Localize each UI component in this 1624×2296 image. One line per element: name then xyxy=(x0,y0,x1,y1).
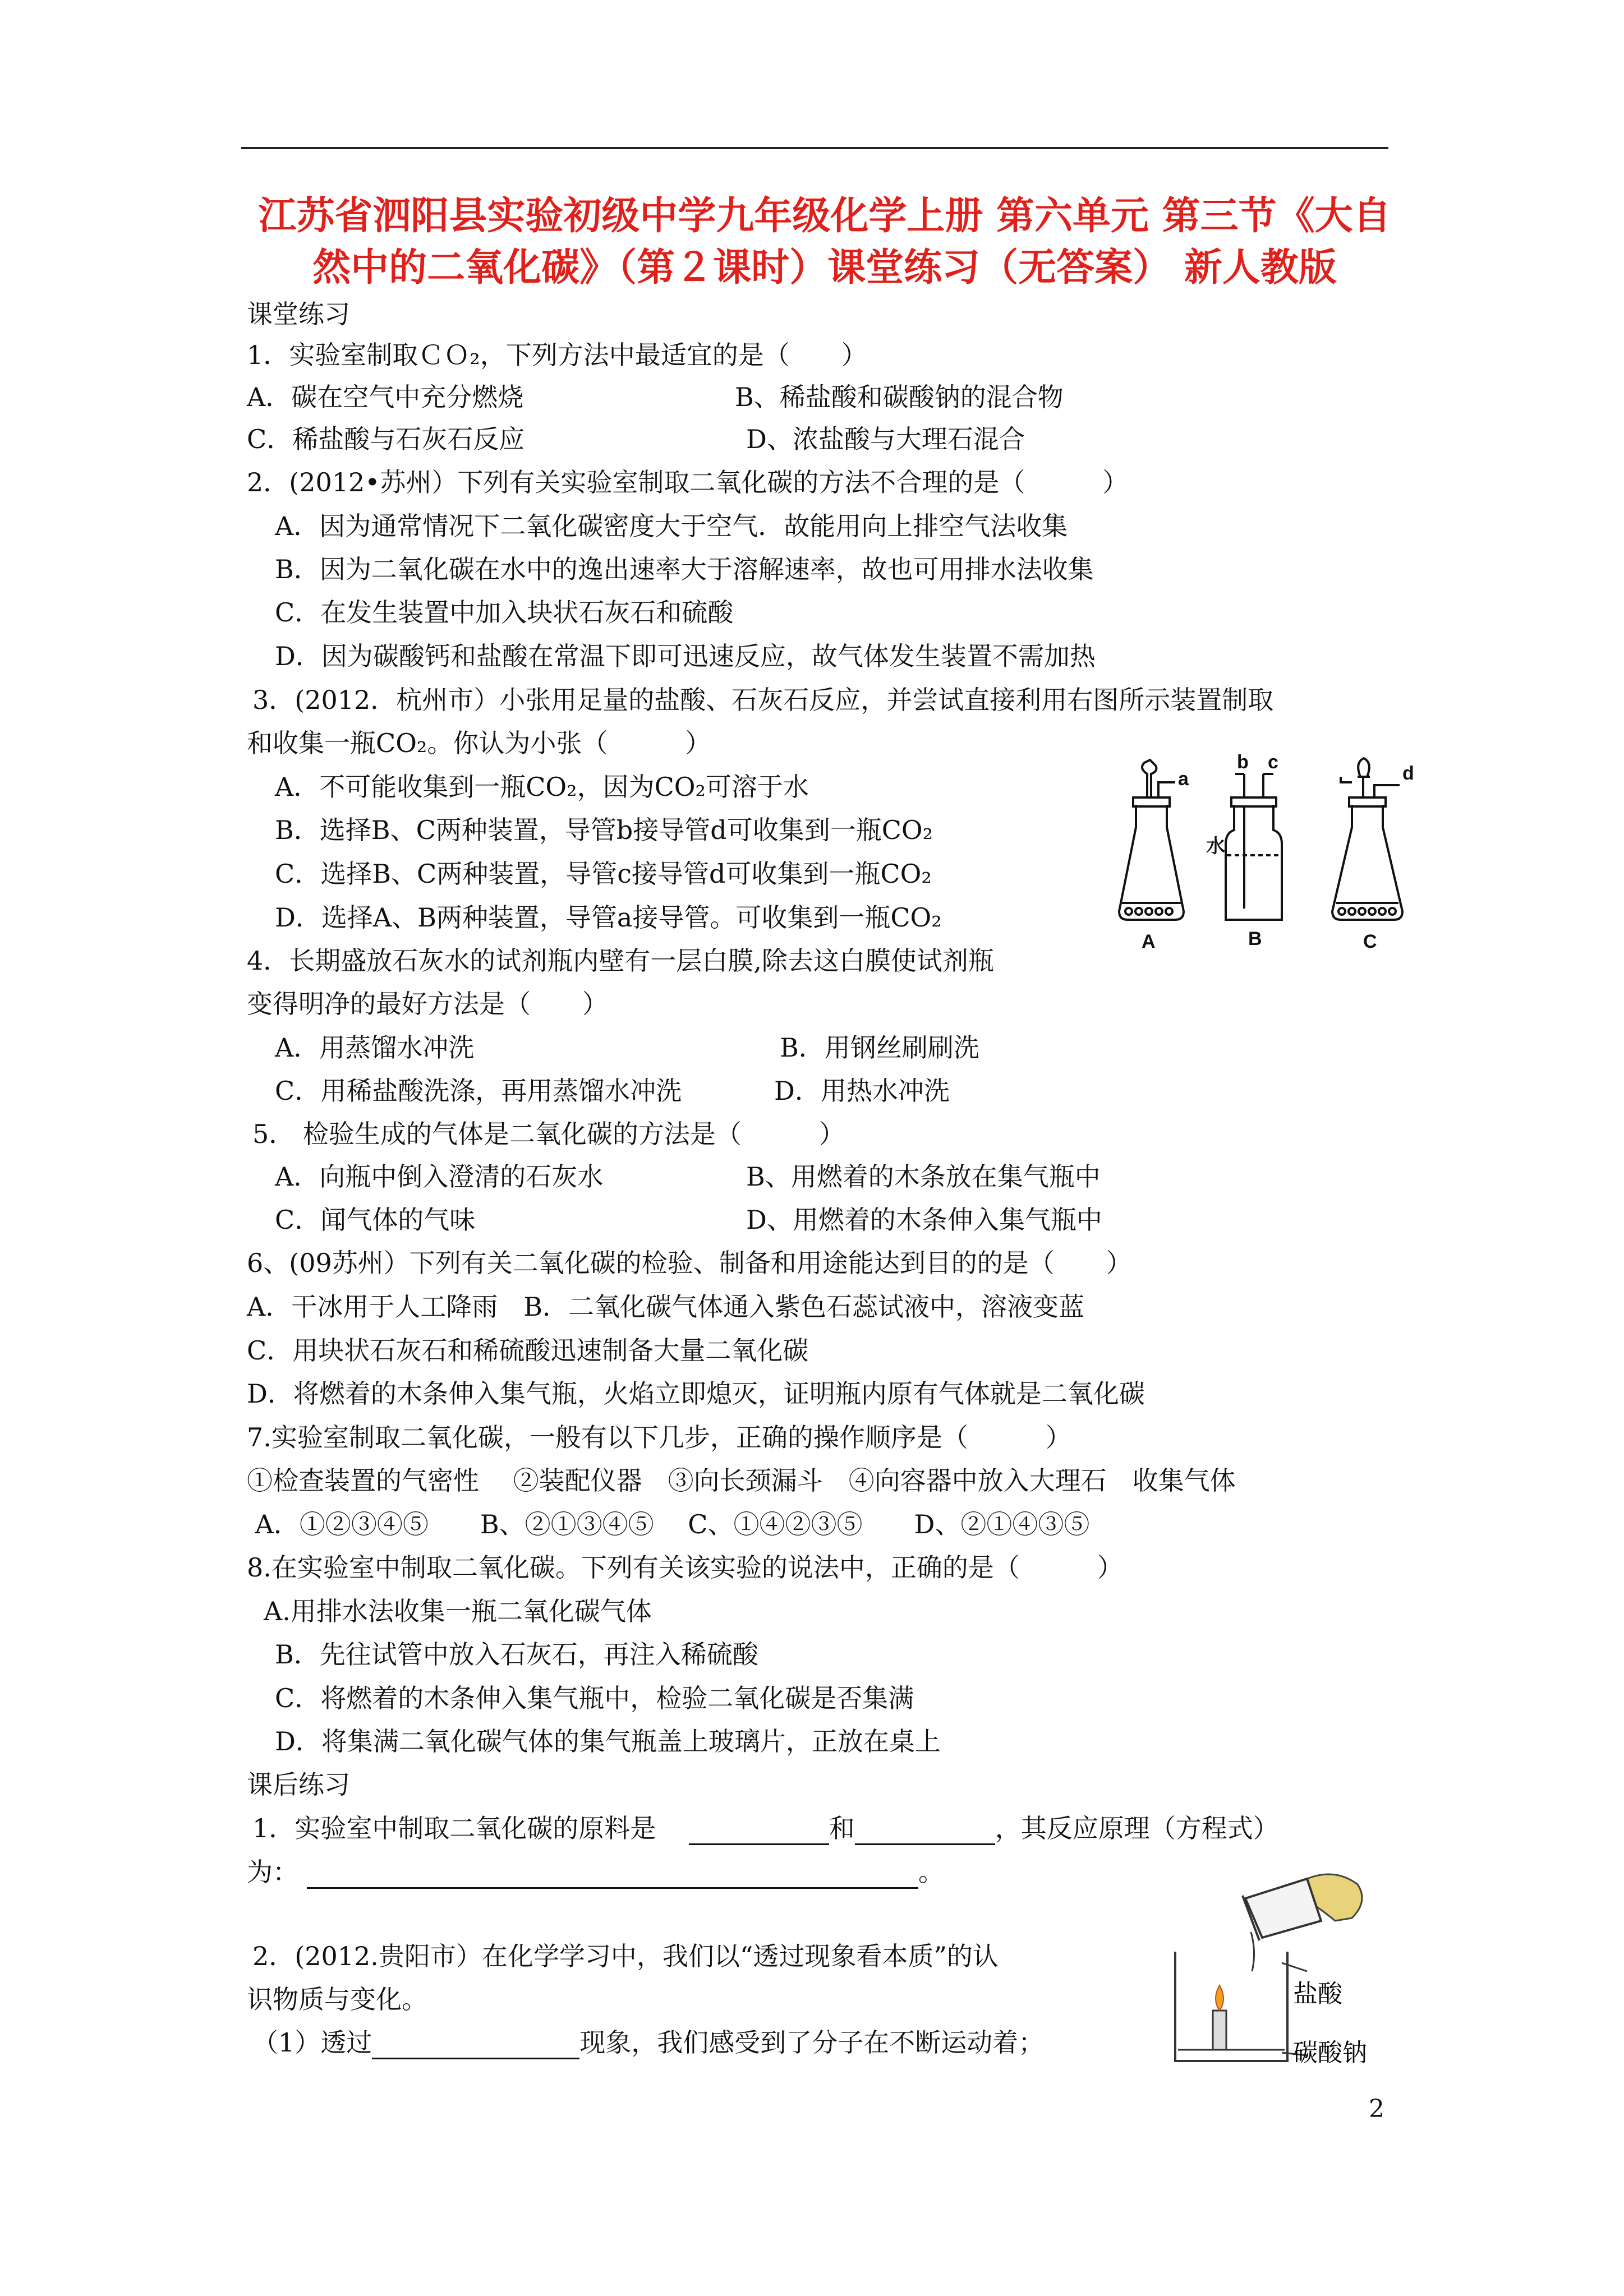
q5-option-d: D、用燃着的木条伸入集气瓶中 xyxy=(746,1205,1102,1235)
q5-option-b: B、用燃着的木条放在集气瓶中 xyxy=(746,1161,1101,1192)
homework-question-2-line-1: 2．(2012.贵阳市）在化学学习中，我们以“透过现象看本质”的认 xyxy=(252,1941,999,1971)
q7-options: A．①②③④⑤ B、②①③④⑤ C、①④②③⑤ D、②①④③⑤ xyxy=(247,1509,1090,1539)
q7-steps: ①检查装置的气密性 ②装配仪器 ③向长颈漏斗 ④向容器中放入大理石 收集气体 xyxy=(247,1465,1236,1496)
q2-option-a: A．因为通常情况下二氧化碳密度大于空气．故能用向上排空气法收集 xyxy=(275,511,1068,541)
header-rule xyxy=(241,147,1388,149)
question-6: 6、(09苏州）下列有关二氧化碳的检验、制备和用途能达到目的的是（ ） xyxy=(247,1248,1132,1278)
hw1-line2-suffix: 。 xyxy=(918,1857,944,1887)
hw1-equation-blank[interactable] xyxy=(307,1860,918,1889)
fig1-label-b: b xyxy=(1237,751,1249,773)
q3-option-c: C．选择B、C两种装置，导管c接导管d可收集到一瓶CO₂ xyxy=(275,859,932,889)
apparatus-figure-abc xyxy=(1116,751,1430,965)
q8-option-c: C．将燃着的木条伸入集气瓶中，检验二氧化碳是否集满 xyxy=(275,1683,914,1713)
question-7: 7.实验室制取二氧化碳，一般有以下几步，正确的操作顺序是（ ） xyxy=(247,1422,1071,1453)
q8-option-d: D．将集满二氧化碳气体的集气瓶盖上玻璃片，正放在桌上 xyxy=(275,1726,941,1756)
section-heading-homework: 课后练习 xyxy=(247,1769,350,1800)
homework-question-2-line-2: 识物质与变化。 xyxy=(247,1984,427,2014)
q6-options-ab: A．干冰用于人工降雨 B．二氧化碳气体通入紫色石蕊试液中，溶液变蓝 xyxy=(247,1292,1085,1322)
q1-option-d: D、浓盐酸与大理石混合 xyxy=(746,424,1025,454)
q8-option-b: B．先往试管中放入石灰石，再注入稀硫酸 xyxy=(275,1639,758,1670)
fig2-label-hydrochloric-acid: 盐酸 xyxy=(1293,1980,1342,2008)
fig1-label-bottle-b: B xyxy=(1248,928,1262,949)
q2-option-c: C．在发生装置中加入块状石灰石和硫酸 xyxy=(275,597,734,628)
hw1-suffix: ，其反应原理（方程式） xyxy=(995,1813,1279,1843)
question-1: 1．实验室制取ＣＯ₂，下列方法中最适宜的是（ ） xyxy=(247,340,867,370)
page-number: 2 xyxy=(1369,2095,1384,2123)
hw1-blank-1[interactable] xyxy=(689,1816,829,1845)
flask-c xyxy=(1332,758,1402,920)
section-heading-classwork: 课堂练习 xyxy=(247,299,350,329)
hw1-and: 和 xyxy=(829,1813,855,1843)
hw2-prefix: （1）透过 xyxy=(252,2027,372,2058)
question-2: 2．(2012•苏州）下列有关实验室制取二氧化碳的方法不合理的是（ ） xyxy=(247,467,1129,497)
fig1-label-flask-c: C xyxy=(1363,931,1377,952)
hw1-line2-prefix: 为： xyxy=(247,1857,298,1887)
q2-option-d: D．因为碳酸钙和盐酸在常温下即可迅速反应，故气体发生装置不需加热 xyxy=(275,641,1096,671)
question-4-line-1: 4．长期盛放石灰水的试剂瓶内壁有一层白膜,除去这白膜使试剂瓶 xyxy=(247,946,994,976)
fig1-label-water: 水 xyxy=(1206,836,1225,857)
hw1-prefix: 1．实验室中制取二氧化碳的原料是 xyxy=(252,1813,656,1843)
question-4-line-2: 变得明净的最好方法是（ ） xyxy=(247,989,608,1019)
q3-option-d: D．选择A、B两种装置，导管a接导管。可收集到一瓶CO₂ xyxy=(275,902,942,933)
beaker-icon xyxy=(1175,1952,1287,2061)
bottle-b xyxy=(1226,774,1282,920)
fig1-label-a: a xyxy=(1178,768,1189,790)
fig2-label-sodium-carbonate: 碳酸钠 xyxy=(1293,2039,1367,2067)
q3-option-b: B．选择B、C两种装置，导管b接导管d可收集到一瓶CO₂ xyxy=(275,815,933,845)
q3-option-a: A．不可能收集到一瓶CO₂，因为CO₂可溶于水 xyxy=(275,772,809,802)
q4-option-d: D．用热水冲洗 xyxy=(774,1076,950,1106)
q2-option-b: B．因为二氧化碳在水中的逸出速率大于溶解速率，故也可用排水法收集 xyxy=(275,554,1094,584)
candle-icon xyxy=(1213,1985,1226,2050)
q4-option-a: A．用蒸馏水冲洗 xyxy=(275,1032,475,1063)
hw1-blank-2[interactable] xyxy=(855,1816,995,1845)
question-3-line-1: 3．(2012．杭州市）小张用足量的盐酸、石灰石反应，并尝试直接利用右图所示装置制取 xyxy=(252,685,1274,715)
hand-pouring-icon xyxy=(1243,1874,1362,1971)
q5-option-c: C．闻气体的气味 xyxy=(275,1205,476,1235)
page-title xyxy=(236,191,1414,294)
q6-option-c: C．用块状石灰石和稀硫酸迅速制备大量二氧化碳 xyxy=(247,1335,809,1366)
q1-option-b: B、稀盐酸和碳酸钠的混合物 xyxy=(735,382,1064,412)
hw2-suffix: 现象，我们感受到了分子在不断运动着； xyxy=(579,2027,1045,2058)
homework-question-2-line-3 xyxy=(252,2026,1044,2059)
fig1-label-c: c xyxy=(1268,751,1278,773)
q1-option-a: A．碳在空气中充分燃烧 xyxy=(247,382,524,412)
q5-option-a: A．向瓶中倒入澄清的石灰水 xyxy=(275,1161,604,1192)
beaker-candle-figure xyxy=(1167,1868,1414,2075)
fig1-label-d: d xyxy=(1402,763,1414,784)
fig1-label-flask-a: A xyxy=(1142,931,1156,952)
q8-option-a: A.用排水法收集一瓶二氧化碳气体 xyxy=(264,1596,652,1626)
question-3-line-2: 和收集一瓶CO₂。你认为小张（ ） xyxy=(247,728,711,758)
question-5: 5． 检验生成的气体是二氧化碳的方法是（ ） xyxy=(252,1119,845,1149)
homework-question-1-line-2 xyxy=(247,1855,944,1889)
flask-a xyxy=(1119,760,1184,920)
q4-option-b: B．用钢丝刷刷洗 xyxy=(780,1032,979,1063)
question-8: 8.在实验室中制取二氧化碳。下列有关该实验的说法中，正确的是（ ） xyxy=(247,1552,1123,1583)
homework-question-1 xyxy=(252,1811,1279,1845)
hw2-blank[interactable] xyxy=(372,2031,579,2059)
title-line-2: 然中的二氧化碳》（第２课时）课堂练习（无答案） 新人教版 xyxy=(312,246,1337,290)
title-line-1: 江苏省泗阳县实验初级中学九年级化学上册 第六单元 第三节《大自 xyxy=(258,194,1391,238)
q4-option-c: C．用稀盐酸洗涤，再用蒸馏水冲洗 xyxy=(275,1076,682,1106)
hcl-pointer-line xyxy=(1282,1963,1307,1971)
q6-option-d: D．将燃着的木条伸入集气瓶，火焰立即熄灭，证明瓶内原有气体就是二氧化碳 xyxy=(247,1378,1145,1409)
q1-option-c: C．稀盐酸与石灰石反应 xyxy=(247,424,525,454)
